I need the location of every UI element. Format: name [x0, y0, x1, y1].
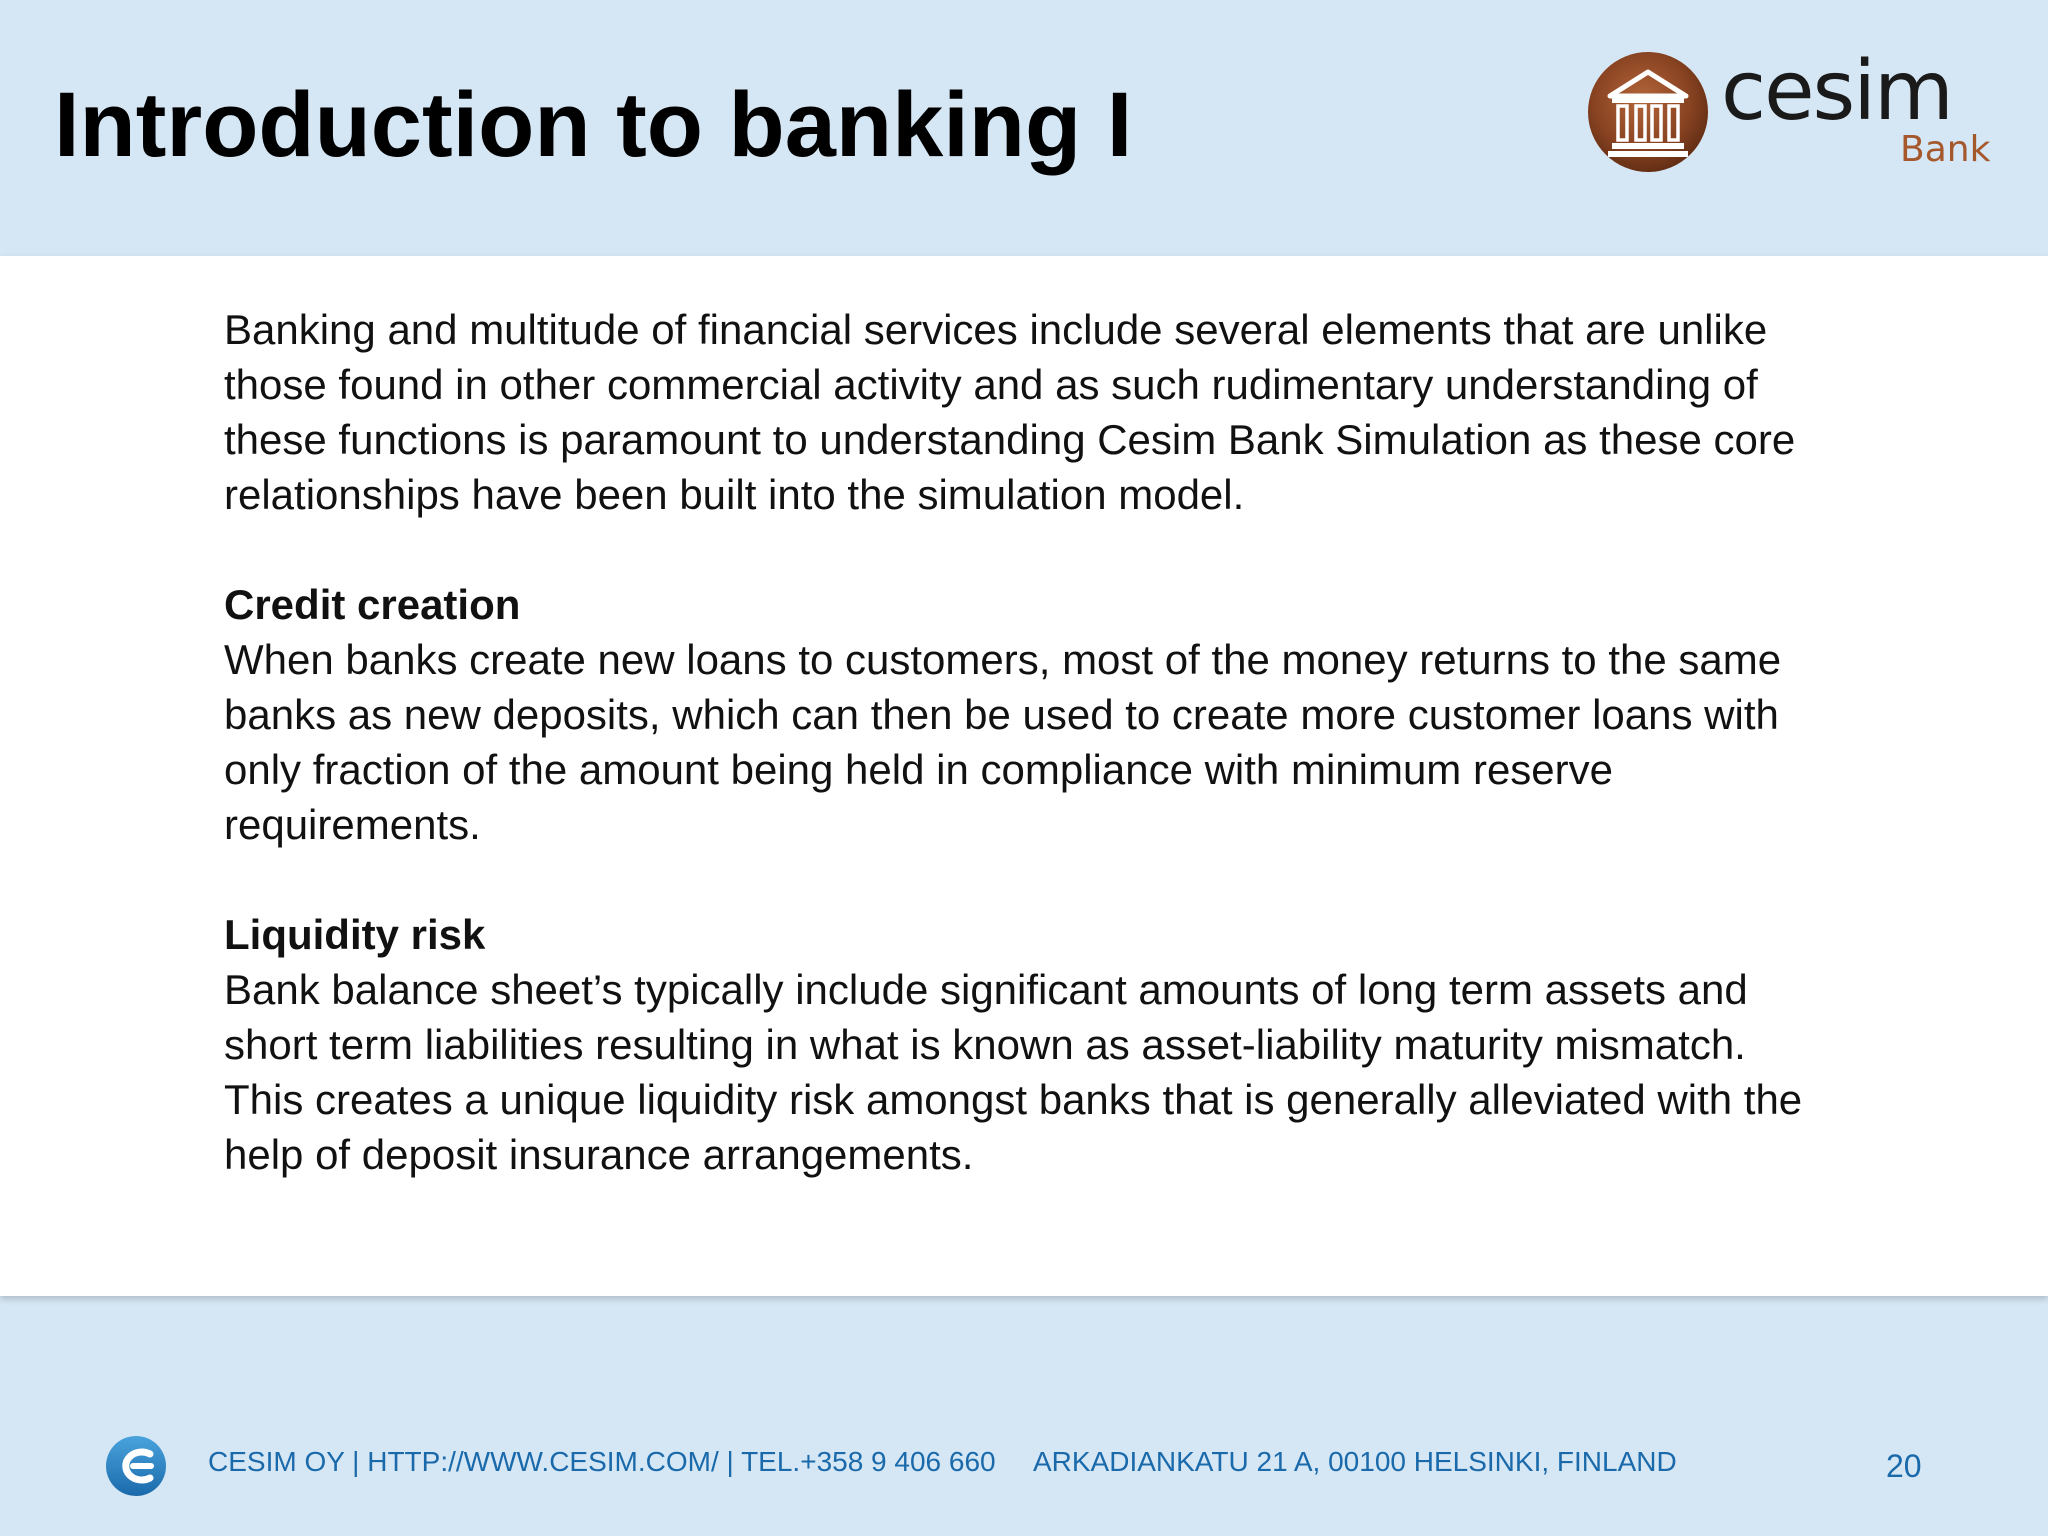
- body-text: [224, 302, 1824, 1182]
- cesim-bank-logo: [1586, 44, 2006, 174]
- bank-building-icon: [1586, 50, 1710, 174]
- cesim-logo-icon: [104, 1434, 168, 1498]
- section-text-credit-creation: When banks create new loans to customers, most of the money returns to the same banks as new deposits, which can then be used to create more customer loans with only fraction of the amount being held in compliance with minimum reserve requirements.: [224, 636, 1782, 848]
- intro-paragraph: Banking and multitude of financial services include several elements that are unlike those found in other commercial activity and as such rudimentary understanding of these functions is paramount to understanding Cesim Bank Simulation as these core relationships have been built into the simulation model.: [224, 306, 1796, 518]
- slide-content: [0, 256, 2048, 1296]
- section-heading-liquidity-risk: Liquidity risk: [224, 911, 486, 958]
- slide-title: Introduction to banking I: [54, 74, 1133, 176]
- footer-contact-text: CESIM OY | HTTP://WWW.CESIM.COM/ | TEL.+358 9 406 660 ARKADIANKATU 21 A, 00100 HELSINKI, FINLAND: [208, 1446, 1677, 1477]
- slide-header: [0, 0, 2048, 256]
- section-heading-credit-creation: Credit creation: [224, 581, 521, 628]
- section-text-liquidity-risk: Bank balance sheet’s typically include significant amounts of long term assets and short term liabilities resulting in what is known as asset-liability maturity mismatch. This creates a unique liquidity risk amongst banks that is generally alleviated with the help of deposit insurance arrangements.: [224, 966, 1803, 1178]
- page-number: 20: [1886, 1448, 1922, 1484]
- logo-wordmark: cesim: [1721, 44, 1952, 139]
- logo-subtitle: Bank: [1900, 129, 1991, 170]
